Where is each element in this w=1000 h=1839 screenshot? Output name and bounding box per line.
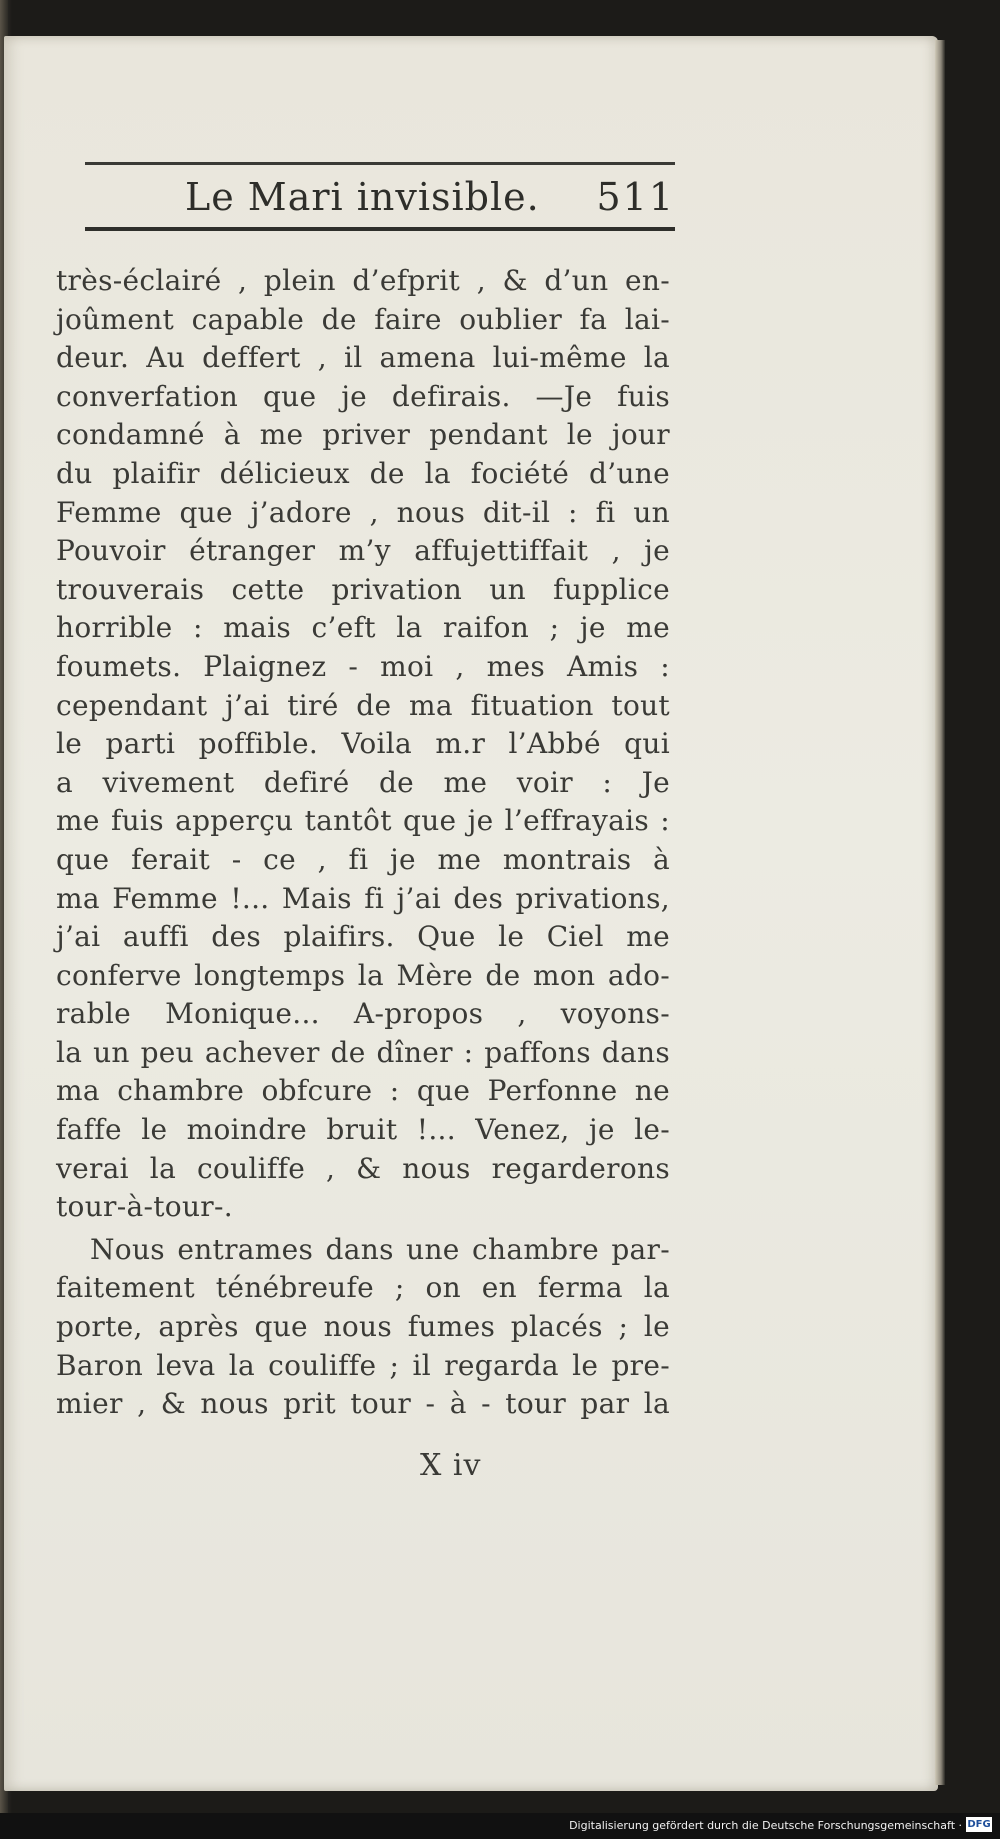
text-line: très-éclairé , plein d’efprit , & d’un en- <box>56 264 670 297</box>
text-line: j’ai auffi des plaifirs. Que le Ciel me <box>56 920 670 954</box>
header-rule-bottom <box>85 227 675 231</box>
text-line: joûment capable de faire oublier fa lai- <box>56 302 670 336</box>
text-line: porte, après que nous fumes placés ; le <box>56 1310 670 1344</box>
text-line: tour-à-tour-. <box>56 1190 233 1224</box>
running-title: Le Mari invisible. <box>185 175 540 219</box>
text-line: faffe le moindre bruit !... Venez, je le- <box>56 1113 670 1147</box>
text-line: foumets. Plaignez - moi , mes Amis : <box>56 649 670 683</box>
text-line: converfation que je defirais. —Je fuis <box>56 379 670 413</box>
text-line: Baron leva la couliffe ; il regarda le pre- <box>56 1348 670 1382</box>
text-line: trouverais cette privation un fupplice <box>56 572 670 606</box>
text-line: du plaifir délicieux de la fociété d’une <box>56 456 670 490</box>
page-fore-edge <box>935 40 945 1785</box>
text-line: mier , & nous prit tour - à - tour par la <box>56 1387 670 1421</box>
text-line: conferve longtemps la Mère de mon ado- <box>56 958 670 992</box>
text-line: rable Monique... A-propos , voyons- <box>56 997 670 1031</box>
text-line: faitement ténébreufe ; on en ferma la <box>56 1271 670 1305</box>
signature-mark: X iv <box>420 1448 482 1483</box>
text-body <box>56 262 670 1424</box>
text-line: Nous entrames dans une chambre par- <box>90 1232 670 1266</box>
text-line: ma chambre obfcure : que Perfonne ne <box>56 1074 670 1108</box>
text-line: cependant j’ai tiré de ma fituation tout <box>56 688 670 722</box>
header-line <box>85 173 675 223</box>
header-rule-top <box>85 162 675 165</box>
text-line: horrible : mais c’eft la raifon ; je me <box>56 611 670 645</box>
page-number: 511 <box>596 175 675 219</box>
text-line: Pouvoir étranger m’y affujettiffait , je <box>56 534 670 568</box>
page-header <box>85 162 675 231</box>
digitization-credit: Digitalisierung gefördert durch die Deutsche Forschungsgemeinschaft · <box>569 1819 962 1832</box>
text-line: le parti poffible. Voila m.r l’Abbé qui <box>56 727 670 761</box>
text-line: deur. Au deffert , il amena lui-même la <box>56 341 670 375</box>
dfg-logo: DFG <box>967 1819 991 1830</box>
text-line: ma Femme !... Mais fi j’ai des privations, <box>56 881 670 915</box>
text-line: la un peu achever de dîner : paffons dans <box>56 1035 670 1069</box>
text-line: me fuis apperçu tantôt que je l’effrayais : <box>56 804 670 838</box>
text-line: condamné à me priver pendant le jour <box>56 418 670 452</box>
text-line: que ferait - ce , fi je me montrais à <box>56 842 670 876</box>
text-line: Femme que j’adore , nous dit-il : fi un <box>56 495 670 529</box>
text-line: a vivement defiré de me voir : Je <box>56 765 670 799</box>
text-line: verai la couliffe , & nous regarderons <box>56 1151 670 1185</box>
